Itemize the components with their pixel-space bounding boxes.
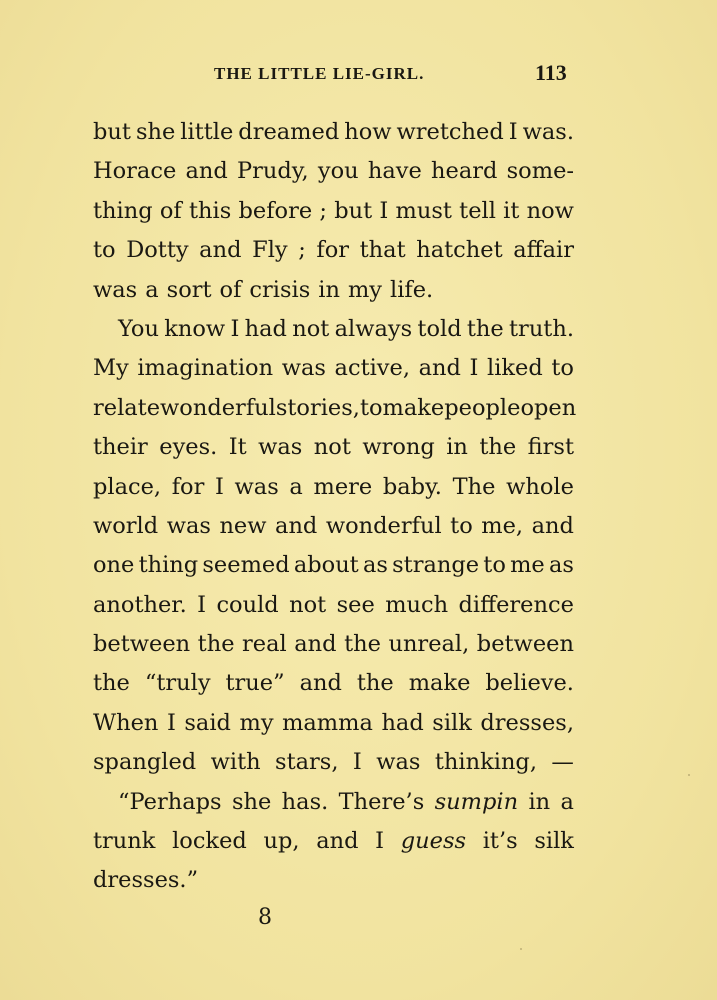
word: and	[316, 828, 359, 855]
word: whole	[506, 473, 574, 500]
word: difference	[458, 591, 574, 618]
word: the	[479, 434, 517, 461]
word: always	[334, 315, 413, 342]
text-line	[93, 313, 574, 352]
word: place,	[93, 473, 162, 500]
word: not	[292, 315, 330, 342]
text-line	[93, 589, 574, 628]
word: tell	[459, 197, 496, 224]
word: make	[382, 394, 445, 421]
text-line	[93, 707, 574, 746]
word: must	[395, 197, 452, 224]
text-line	[93, 431, 574, 470]
word: had	[244, 315, 287, 342]
word: the	[197, 631, 235, 658]
word: trunk	[93, 828, 156, 855]
running-title: THE LITTLE LIE-GIRL.	[214, 64, 425, 83]
word: thing	[138, 552, 199, 579]
word: seemed	[202, 552, 290, 579]
word: I	[215, 473, 224, 500]
word: about	[293, 552, 359, 579]
text-line	[93, 195, 574, 234]
word: had	[381, 709, 424, 736]
word: before	[238, 197, 313, 224]
word: true”	[225, 670, 285, 697]
word: and	[531, 512, 574, 539]
text-line	[93, 549, 574, 588]
word: I	[379, 197, 389, 224]
text-line	[93, 825, 574, 864]
word: make	[408, 670, 471, 697]
word: me	[510, 552, 545, 579]
word: heard	[431, 158, 498, 185]
word: to	[483, 552, 506, 579]
word: for	[316, 237, 350, 264]
word: was	[234, 473, 279, 500]
word: and	[185, 158, 228, 185]
word: as	[548, 552, 574, 579]
word: to	[450, 512, 473, 539]
word: crisis	[249, 276, 311, 303]
word: I	[375, 828, 385, 855]
word: it	[503, 197, 520, 224]
word: liked	[487, 355, 543, 382]
word: said	[184, 709, 231, 736]
word: their	[93, 434, 148, 461]
word: was	[93, 276, 138, 303]
text-line	[93, 667, 574, 706]
signature-mark: 8	[258, 905, 272, 930]
word: mere	[313, 473, 373, 500]
page-number: 113	[535, 60, 567, 85]
word: that	[359, 237, 406, 264]
word: Horace	[93, 158, 177, 185]
word: and	[418, 355, 461, 382]
word: and	[294, 631, 337, 658]
word: in	[446, 434, 468, 461]
word: little	[180, 119, 234, 145]
word: The	[452, 473, 496, 500]
word: you	[317, 158, 359, 185]
word: dresses.”	[93, 867, 199, 894]
word: wonderful	[325, 512, 442, 539]
text-line	[93, 155, 574, 194]
word: wrong	[362, 434, 435, 461]
paper-speck	[520, 948, 522, 950]
word: relate	[93, 394, 161, 421]
word: and	[299, 670, 342, 697]
word: see	[336, 591, 375, 618]
word: a	[145, 276, 159, 303]
word: eyes.	[159, 434, 218, 461]
word: could	[216, 591, 279, 618]
word: It	[228, 434, 247, 461]
word: and	[275, 512, 318, 539]
word: in	[528, 788, 551, 815]
word: I	[230, 315, 240, 342]
text-line	[93, 510, 574, 549]
word: —	[551, 749, 574, 776]
word: Fly	[252, 237, 288, 264]
word: was	[376, 749, 421, 776]
text-line	[93, 352, 574, 391]
word: and	[199, 237, 242, 264]
word: people	[444, 394, 521, 421]
word: my	[239, 709, 274, 736]
word: thing	[93, 197, 153, 224]
word: ;	[298, 237, 306, 264]
word: sumpin	[434, 788, 519, 815]
text-line	[93, 274, 574, 313]
word: the	[344, 631, 381, 658]
word: a	[560, 788, 574, 815]
word: unreal,	[388, 631, 470, 658]
word: was.	[522, 119, 574, 145]
word: how	[344, 119, 392, 145]
word: as	[362, 552, 388, 579]
word: wretched	[396, 119, 504, 145]
word: “truly	[144, 670, 211, 697]
word: You	[118, 315, 159, 342]
word: the	[356, 670, 394, 697]
word: new	[219, 512, 267, 539]
word: thinking,	[434, 749, 537, 776]
word: to	[359, 394, 383, 421]
word: stories,	[275, 394, 360, 421]
word: my	[347, 276, 382, 303]
word: locked	[172, 828, 247, 855]
word: told	[417, 315, 462, 342]
word: I	[469, 355, 479, 382]
word: up,	[263, 828, 300, 855]
word: in	[318, 276, 340, 303]
word: truth.	[509, 315, 574, 342]
word: with	[210, 749, 261, 776]
word: guess	[400, 828, 467, 855]
word: between	[476, 631, 574, 658]
word: was	[166, 512, 211, 539]
text-line	[93, 116, 574, 155]
word: dreamed	[238, 119, 340, 145]
word: to	[93, 237, 116, 264]
word: life.	[390, 276, 434, 303]
word: of	[159, 197, 182, 224]
text-line	[93, 746, 574, 785]
word: I	[197, 591, 207, 618]
word: a	[289, 473, 303, 500]
text-line	[93, 786, 574, 825]
word: have	[367, 158, 422, 185]
word: strange	[392, 552, 480, 579]
text-line	[93, 392, 577, 431]
word: hatchet	[416, 237, 503, 264]
word: know	[164, 315, 226, 342]
word: spangled	[93, 749, 197, 776]
word: wonderful	[160, 394, 276, 421]
word: it’s	[482, 828, 518, 855]
word: but	[93, 119, 131, 145]
word: the	[466, 315, 504, 342]
text-line	[93, 628, 574, 667]
body-text	[93, 116, 577, 904]
word: much	[385, 591, 449, 618]
word: some-	[506, 158, 574, 185]
word: real	[242, 631, 287, 658]
word: she	[135, 119, 176, 145]
word: imagination	[137, 355, 274, 382]
word: was	[281, 355, 326, 382]
word: I	[508, 119, 518, 145]
word: for	[171, 473, 205, 500]
word: I	[352, 749, 362, 776]
word: silk	[534, 828, 574, 855]
word: silk	[432, 709, 472, 736]
word: to	[551, 355, 574, 382]
word: between	[93, 631, 191, 658]
word: now	[526, 197, 574, 224]
word: has.	[281, 788, 329, 815]
word: one	[93, 552, 135, 579]
word: not	[313, 434, 351, 461]
text-line	[93, 234, 574, 273]
word: she	[231, 788, 272, 815]
text-line	[93, 864, 574, 903]
word: baby.	[382, 473, 442, 500]
word: Dotty	[126, 237, 189, 264]
running-header	[0, 60, 717, 90]
word: When	[93, 709, 159, 736]
word: open	[520, 394, 577, 421]
word: mamma	[282, 709, 373, 736]
word: “Perhaps	[118, 788, 222, 815]
word: ;	[319, 197, 327, 224]
word: believe.	[485, 670, 574, 697]
word: There’s	[338, 788, 425, 815]
word: another.	[93, 591, 187, 618]
word: I	[166, 709, 176, 736]
word: me,	[481, 512, 524, 539]
word: active,	[334, 355, 410, 382]
word: My	[93, 355, 129, 382]
word: but	[334, 197, 373, 224]
word: the	[93, 670, 130, 697]
word: this	[188, 197, 232, 224]
word: was	[258, 434, 303, 461]
text-line	[93, 471, 574, 510]
word: sort	[166, 276, 212, 303]
paper-speck	[688, 774, 690, 776]
word: affair	[513, 237, 574, 264]
word: of	[219, 276, 242, 303]
word: dresses,	[480, 709, 574, 736]
word: stars,	[275, 749, 339, 776]
word: not	[289, 591, 327, 618]
word: world	[93, 512, 159, 539]
word: Prudy,	[237, 158, 309, 185]
word: first	[527, 434, 574, 461]
